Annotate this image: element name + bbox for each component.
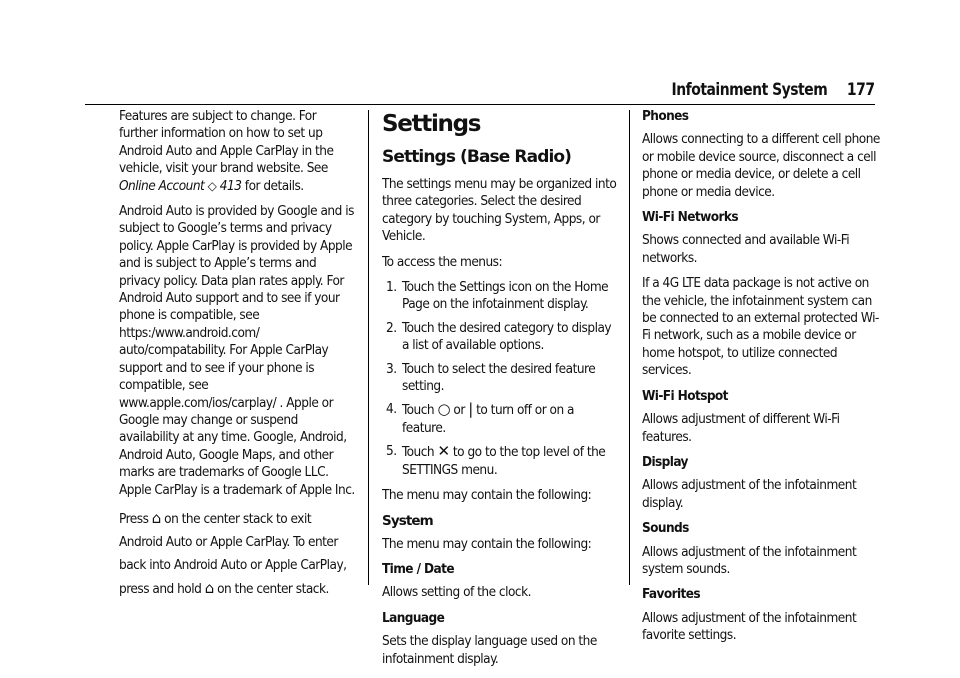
time-date-desc: Allows setting of the clock.: [382, 584, 531, 601]
column-2: [382, 108, 620, 676]
access-menus-text: To access the menus:: [382, 253, 503, 270]
wifi-networks-label: Wi-Fi Networks: [642, 209, 738, 226]
language-desc: Sets the display language used on the infotainment display.: [382, 633, 597, 667]
wifi-hotspot-desc: Allows adjustment of different Wi-Fi features.: [642, 411, 840, 445]
column-divider-1: [368, 110, 369, 585]
system-heading: System: [382, 512, 433, 529]
step-number: 1.: [386, 279, 397, 296]
cross-reference-link[interactable]: Online Account: [119, 177, 205, 194]
home-icon: ⌂: [151, 508, 161, 527]
favorites-label: Favorites: [642, 586, 700, 603]
settings-intro: The settings menu may be organized into three categories. Select the desired category by touching System, Apps, or Vehicle.: [382, 176, 617, 245]
step-text: Touch the Settings icon on the Home Page on the infotainment display.: [402, 279, 609, 313]
step-text: Touch: [402, 402, 438, 419]
page-number: 177: [847, 80, 875, 100]
section-title: Infotainment System: [672, 80, 828, 100]
text: Features are subject to change. For further information on how to set up Android Auto and Apple CarPlay in the vehicle, visit your brand website. See: [119, 108, 334, 177]
display-label: Display: [642, 453, 688, 470]
phones-label: Phones: [642, 108, 689, 124]
base-radio-heading: Settings (Base Radio): [382, 147, 572, 167]
list-item: [382, 279, 620, 314]
text: on the center stack.: [213, 580, 329, 597]
step-number: 2.: [386, 319, 397, 336]
step-text: or: [450, 402, 469, 419]
step-text: Touch to select the desired feature setting.: [402, 360, 596, 395]
display-desc: Allows adjustment of the infotainment display.: [642, 477, 857, 511]
wifi-networks-desc: Shows connected and available Wi-Fi networks.: [642, 232, 850, 266]
text: for details.: [241, 177, 304, 194]
step-number: 3.: [386, 360, 397, 377]
settings-heading: Settings: [382, 111, 481, 137]
reference-page[interactable]: 413: [219, 177, 242, 194]
paragraph-press-home: [119, 507, 357, 601]
step-number: 5.: [386, 443, 397, 460]
paragraph-android-apple: Android Auto is provided by Google and is subject to Google’s terms and privacy policy. Apple CarPlay is provided by Apple and is subject to Apple’s terms and privacy policy. Data plan rates apply. For Android Auto support and to see if your phone is compatible, see https:/www.android.com/ auto/compatability. For Apple CarPlay support and to see if your phone is compatible, see www.apple.com/ios/carplay/ . Apple or Google may change or suspend availability at any time. Google, Android, Android Auto, Google Maps, and other marks are trademarks of Google LLC. Apple CarPlay is a trademark of Apple Inc.: [119, 203, 355, 498]
time-date-label: Time / Date: [382, 560, 454, 577]
column-3: [642, 108, 880, 653]
list-item: [382, 361, 620, 396]
header-rule: [85, 104, 875, 105]
step-text: Touch the desired category to display a list of available options.: [402, 319, 612, 354]
menu-contains-text: The menu may contain the following:: [382, 487, 592, 504]
system-contains-text: The menu may contain the following:: [382, 535, 592, 552]
sounds-desc: Allows adjustment of the infotainment system sounds.: [642, 543, 857, 577]
step-text: to turn off or on a feature.: [402, 402, 574, 436]
reference-arrow-icon: ◇: [207, 178, 217, 193]
list-item: [382, 401, 620, 437]
text: on the center stack to exit Android Auto or Apple CarPlay. To enter back into Android Auto or Apple CarPlay, press and hold: [119, 510, 347, 597]
column-1: [119, 108, 357, 609]
wifi-networks-extra: If a 4G LTE data package is not active on the vehicle, the infotainment system can be connected to an external protected Wi-Fi network, such as a mobile device or home hotspot, to utilize connected services.: [642, 275, 879, 379]
step-text: Touch: [402, 444, 438, 461]
step-number: 4.: [386, 401, 397, 418]
language-label: Language: [382, 609, 445, 626]
list-item: [382, 443, 620, 479]
step-text: to go to the top level of the SETTINGS menu.: [402, 444, 606, 478]
text: Press: [119, 510, 152, 527]
paragraph-features: [119, 108, 357, 195]
toggle-on-icon: |: [468, 400, 473, 419]
sounds-label: Sounds: [642, 520, 689, 537]
steps-list: [382, 279, 620, 479]
favorites-desc: Allows adjustment of the infotainment favorite settings.: [642, 609, 857, 644]
phones-desc: Allows connecting to a different cell phone or mobile device source, disconnect a cell phone or media device, or delete a cell phone or media device.: [642, 131, 880, 200]
toggle-off-icon: ○: [437, 400, 451, 419]
wifi-hotspot-label: Wi-Fi Hotspot: [642, 387, 728, 404]
close-icon: ✕: [437, 442, 450, 461]
list-item: [382, 320, 620, 355]
page-header: [672, 80, 875, 100]
column-divider-2: [629, 110, 630, 585]
home-icon: ⌂: [204, 578, 214, 597]
